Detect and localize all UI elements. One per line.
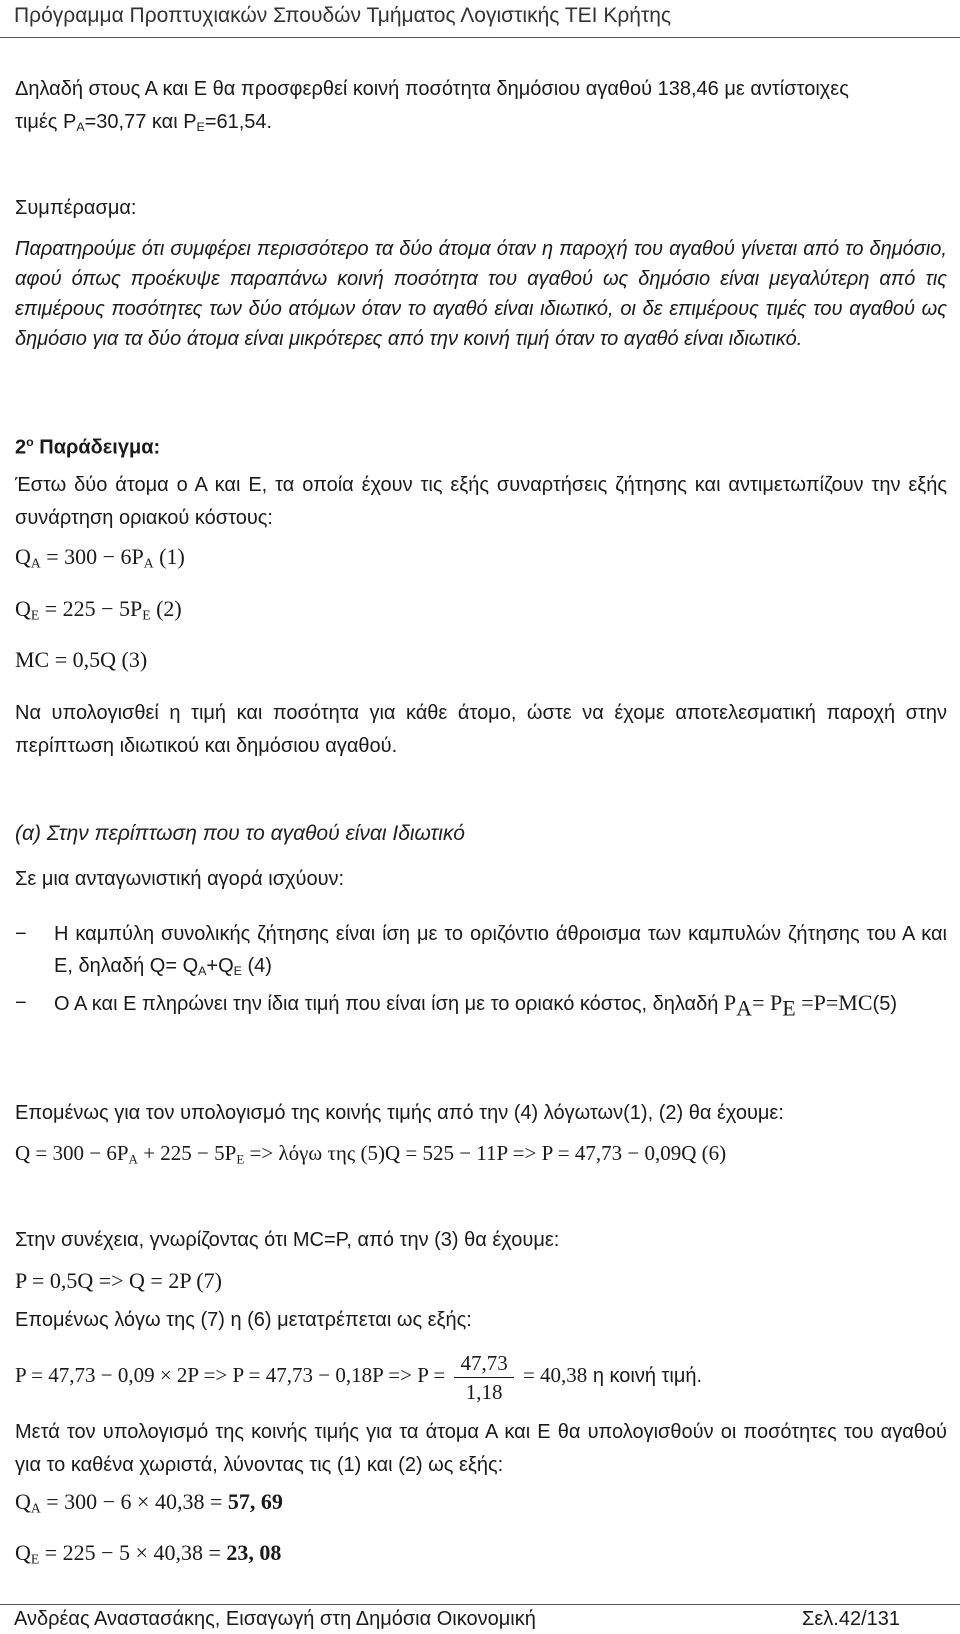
para-2: Στην συνέχεια, γνωρίζοντας ότι MC=P, από την (3) θα έχουμε: — [15, 1229, 560, 1251]
bullet2-sub-a: A — [736, 995, 753, 1021]
header-title: Πρόγραμμα Προπτυχιακών Σπουδών Τμήματος Λογιστικής ΤΕΙ Κρήτης — [14, 4, 672, 27]
eq6-b: + 225 − 5P — [137, 1141, 237, 1165]
section-a-title: (α) Στην περίπτωση που το αγαθού είναι Ιδιωτικό — [15, 822, 465, 845]
equation-3: MC = 0,5Q (3) — [15, 647, 148, 672]
para-1: Επομένως για τον υπολογισμό της κοινής τιμής από την (4) λόγωτων(1), (2) θα έχουμε: — [15, 1102, 784, 1124]
eq2-lhs: Q — [15, 596, 31, 621]
eq8-a: P = 47,73 − 0,09 × 2P => P = 47,73 − 0,18P => P = — [15, 1363, 451, 1387]
fraction-denominator: 1,18 — [465, 1379, 503, 1404]
eq6-c: => λόγω της (5)Q = 525 − 11P => P = 47,73 − 0,09Q (6) — [244, 1141, 727, 1165]
eqe-mid: = 225 − 5 × 40,38 = — [39, 1540, 227, 1565]
equation-qa — [15, 1485, 947, 1524]
conclusion-label: Συμπέρασμα: — [15, 197, 137, 219]
eqa-lhs: Q — [15, 1489, 31, 1514]
example-label: Παράδειγμα: — [39, 436, 161, 459]
para-4: Μετά τον υπολογισμό της κοινής τιμής για τα άτομα Α και Ε θα υπολογισθούν οι ποσότητες του αγαθού για το καθένα χωριστά, λύνοντας τις (1) και (2) ως εξής: — [15, 1421, 947, 1476]
bullet2-c: (5) — [872, 993, 897, 1015]
eq1-tail: (1) — [153, 544, 185, 569]
header-divider — [0, 37, 960, 38]
eq2-mid: = 225 − 5P — [39, 596, 143, 621]
intro-line-2c: =61,54. — [204, 111, 273, 133]
example-heading — [15, 426, 947, 464]
page-number: Σελ.42/131 — [801, 1608, 900, 1630]
eq8-b: = 40,38 — [517, 1363, 588, 1387]
bullet1-sub-a: A — [198, 964, 207, 979]
task-text: Να υπολογισθεί η τιμή και ποσότητα για κάθε άτομο, ώστε να έχομε αποτελεσματική παροχή στην περίπτωση ιδιωτικού και δημόσιου αγαθού. — [15, 702, 947, 757]
equation-6 — [15, 1137, 947, 1175]
eq6-a: Q = 300 − 6P — [15, 1141, 129, 1165]
fraction — [454, 1349, 513, 1406]
eq6-sub-a: A — [128, 1151, 138, 1167]
page-header — [0, 0, 960, 38]
intro-line-2a: τιμές P — [15, 111, 77, 133]
eq1-lhs: Q — [15, 544, 31, 569]
para-3: Επομένως λόγω της (7) η (6) μετατρέπεται ως εξής: — [15, 1309, 472, 1331]
bullet2-eq: = P — [752, 990, 783, 1015]
equation-qe — [15, 1536, 947, 1575]
eq2-mid-sub: E — [142, 607, 151, 623]
example-superscript: ο — [26, 435, 34, 449]
equation-1 — [15, 540, 947, 579]
bullet1-b: +Q — [206, 955, 234, 977]
eq2-tail: (2) — [150, 596, 182, 621]
equation-2 — [15, 592, 947, 631]
footer-author: Ανδρέας Αναστασάκης, Εισαγωγή στη Δημόσια Οικονομική — [14, 1608, 536, 1630]
bullet-dash-icon: − — [15, 923, 27, 945]
bullet-item-2 — [15, 987, 947, 1051]
equation-7: P = 0,5Q => Q = 2P (7) — [15, 1268, 222, 1293]
bullet1-c: (4) — [241, 955, 272, 977]
eq8-c: η κοινή τιμή. — [587, 1365, 703, 1387]
bullet1-sub-e: E — [233, 964, 242, 979]
intro-line-2b: =30,77 και P — [84, 111, 197, 133]
eqa-result: 57, 69 — [227, 1489, 283, 1514]
subscript-e: E — [196, 120, 205, 135]
intro-paragraph — [15, 73, 947, 144]
eqe-lhs: Q — [15, 1540, 31, 1565]
bullet-item-1 — [15, 918, 947, 982]
eqa-sub: A — [30, 1500, 41, 1516]
eq6-sub-e: E — [236, 1151, 245, 1167]
footer-divider — [0, 1604, 960, 1605]
bullet2-p: P — [723, 990, 737, 1015]
eq1-mid: = 300 − 6P — [40, 544, 144, 569]
page-footer — [0, 1604, 960, 1634]
eqa-mid: = 300 − 6 × 40,38 = — [40, 1489, 228, 1514]
equation-8 — [15, 1345, 947, 1406]
conclusion-text: Παρατηρούμε ότι συμφέρει περισσότερο τα δύο άτομα όταν η παροχή του αγαθού γίνεται από το δημόσιο, αφού όπως προέκυψε παραπάνω κοινή ποσότητα του αγαθού ως δημόσιο είναι μεγαλύτερη από τις επιμέρους ποσότητες των δύο ατόμων όταν το αγαθό είναι ιδιωτικό, οι δε επιμέρους τιμές του αγαθού ως δημόσιο για τα δύο άτομα είναι μικρότερες από την κοινή τιμή όταν το αγαθό είναι ιδιωτικό. — [15, 238, 947, 350]
bullet1-a: Η καμπύλη συνολικής ζήτησης είναι ίση με το οριζόντιο άθροισμα των καμπυλών ζήτησης του Α και Ε, δηλαδή Q= Q — [54, 923, 947, 977]
bullet2-a: Ο Α και Ε πληρώνει την ίδια τιμή που είναι ίση με το οριακό κόστος, δηλαδή — [54, 993, 724, 1015]
example-text: Έστω δύο άτομα ο Α και Ε, τα οποία έχουν τις εξής συναρτήσεις ζήτησης και αντιμετωπίζουν την εξής συνάρτηση οριακού κόστους: — [15, 474, 947, 529]
eq1-mid-sub: A — [143, 555, 154, 571]
bullet2-sub-e: E — [782, 995, 796, 1021]
fraction-numerator: 47,73 — [454, 1349, 513, 1378]
eq1-lhs-sub: A — [30, 555, 41, 571]
bullet-1-text — [54, 918, 947, 987]
eqe-result: 23, 08 — [226, 1540, 282, 1565]
bullet-2-text — [54, 987, 947, 1025]
eq2-lhs-sub: E — [30, 607, 40, 623]
bullet-dash-icon: − — [15, 992, 27, 1014]
section-a-intro: Σε μια ανταγωνιστική αγορά ισχύουν: — [15, 868, 345, 890]
subscript-a: A — [76, 120, 85, 135]
example-number: 2 — [15, 436, 27, 459]
bullet2-b: =P=MC — [801, 990, 873, 1015]
eqe-sub: E — [30, 1551, 40, 1567]
intro-line-1: Δηλαδή στους Α και Ε θα προσφερθεί κοινή ποσότητα δημόσιου αγαθού 138,46 με αντίστοιχες — [15, 78, 849, 100]
